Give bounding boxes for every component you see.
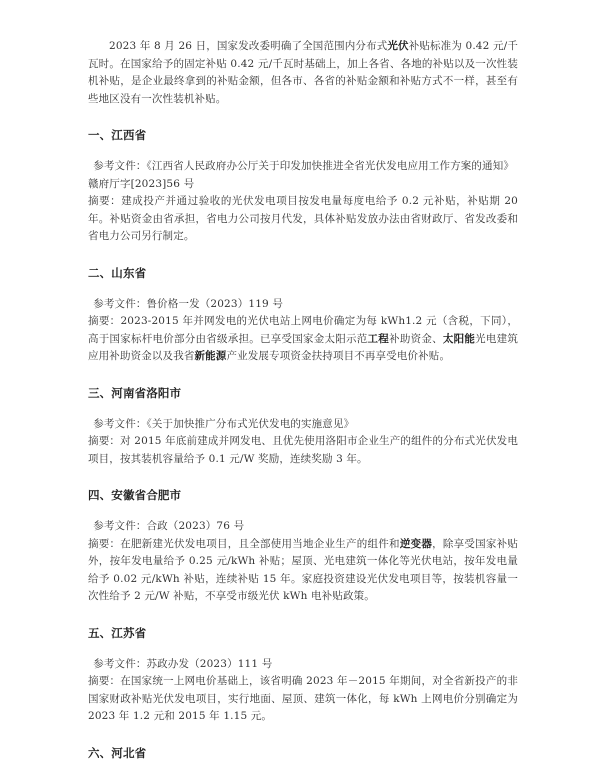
abstract-text — [88, 313, 518, 366]
policy-sections — [88, 126, 518, 762]
reference-document: 参考文件：鲁价格一发（2023）119 号 — [93, 297, 283, 310]
abstract-text — [88, 193, 518, 246]
reference-document: 参考文件：合政（2023）76 号 — [93, 520, 245, 532]
abstract-segment: 补助资金、 — [389, 332, 443, 345]
section-heading: 五、江苏省 — [88, 625, 147, 640]
section-body — [88, 518, 518, 606]
section-body — [88, 416, 518, 469]
section-heading: 四、安徽省合肥市 — [88, 488, 182, 502]
abstract-text — [88, 673, 518, 726]
intro-bold-keyword: 光伏 — [387, 40, 409, 52]
bold-keyword: 太阳能 — [442, 332, 476, 345]
abstract-segment: 摘要：在国家统一上网电价基础上，该省明确 2023 年－2015 年期间，对全省新投产的非国家财政补贴光伏发电项目，实行地面、屋顶、建筑一体化，每 kWh 上网电价分别确定为 2023 年 1.2 元和 2015 年 1.15 元。 — [88, 675, 518, 722]
abstract-segment: 摘要：建成投产并通过验收的光伏发电项目按发电量每度电给予 0.2 元补贴，补贴期 20 年。补贴资金由省承担，省电力公司按月代发，具体补贴发放办法由省财政厅、省发改委和省电力公司另行制定。 — [88, 195, 518, 242]
abstract-text — [88, 433, 518, 468]
section-heading: 三、河南省洛阳市 — [88, 385, 182, 400]
abstract-segment: 摘要：在肥新建光伏发电项目，且全部使用当地企业生产的组件和 — [88, 537, 400, 550]
intro-paragraph — [88, 38, 518, 108]
reference-document: 参考文件：苏政办发（2023）111 号 — [93, 657, 273, 670]
abstract-segment: 光电建筑应用补助资金以及我省 — [88, 332, 518, 362]
reference-document: 参考文件：《关于加快推广分布式光伏发电的实施意见》 — [93, 417, 355, 430]
section-heading: 二、山东省 — [88, 265, 147, 280]
intro-text: 2023 年 8 月 26 日，国家发改委明确了全国范围内分布式 — [109, 40, 388, 52]
reference-document: 参考文件：《江西省人民政府办公厅关于印发加快推进全省光伏发电应用工作方案的通知》赣府厅字[2023]56 号 — [88, 160, 514, 190]
abstract-text — [88, 536, 518, 606]
bold-keyword: 逆变器 — [399, 537, 433, 550]
abstract-segment: 摘要：对 2015 年底前建成并网发电、且优先使用洛阳市企业生产的组件的分布式光伏发电项目，按其装机容量给予 0.1 元/W 奖励，连续奖励 3 年。 — [88, 435, 518, 465]
section-heading: 一、江西省 — [88, 128, 147, 142]
section-body — [88, 296, 518, 366]
bold-keyword: 工程 — [367, 332, 390, 345]
abstract-segment: ，除享受国家补贴外，按年发电量给予 0.25 元/kWh 补贴；屋顶、光电建筑一体化等光伏电站，按年发电量给予 0.02 元/kWh 补贴，连续补贴 15 年。家庭投资建设光伏发电项目等，按装机容量一次性给予 2 元/W 补贴，不享受市级光伏 kWh 电补贴政策。 — [88, 537, 518, 602]
bold-keyword: 新能源 — [194, 350, 227, 362]
section-body — [88, 158, 518, 246]
intro-text-rest: 补贴标准为 0.42 元/千瓦时。在国家给予的固定补贴 0.42 元/千瓦时基础上，加上各省、各地的补贴以及一次性装机补贴，是企业最终拿到的补贴金额，但各市、各省的补贴金额和补贴方式不一样，甚至有些地区没有一次性装机补贴。 — [88, 40, 518, 105]
section-body — [88, 656, 518, 726]
document-page — [88, 38, 518, 762]
abstract-segment: 摘要：2023-2015 年并网发电的光伏电站上网电价确定为每 kWh1.2 元（含税，下同），高于国家标杆电价部分由省级承担。已享受国家金太阳示范 — [88, 315, 518, 345]
section-heading: 六、河北省 — [88, 745, 147, 760]
abstract-segment: 产业发展专项资金扶持项目不再享受电价补贴。 — [226, 350, 451, 362]
